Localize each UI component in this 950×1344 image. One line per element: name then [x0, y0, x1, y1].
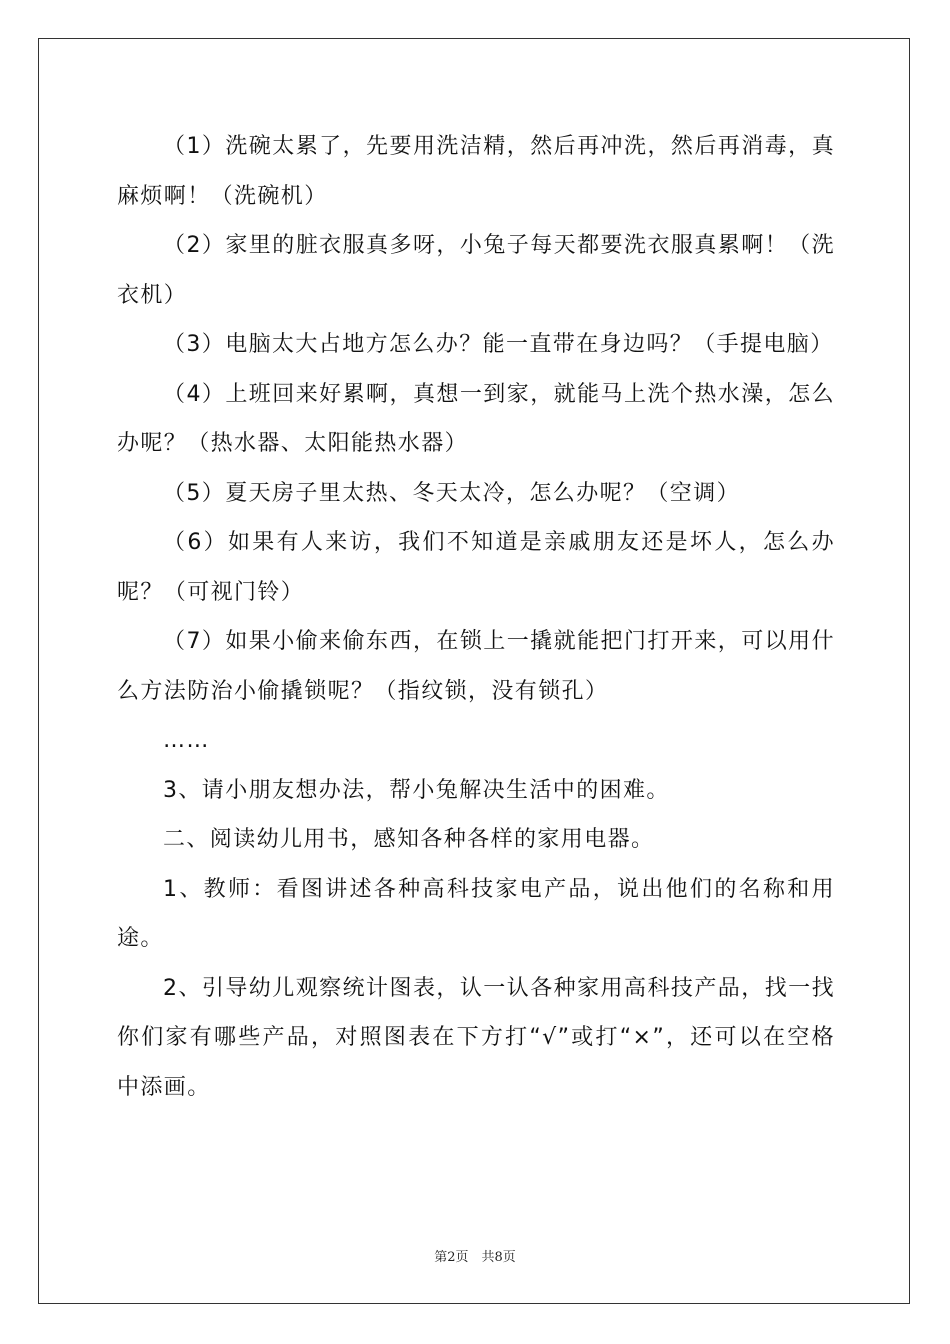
ellipsis-line: …… [163, 728, 210, 753]
paragraph-item-7: （7）如果小偷来偷东西，在锁上一撬就能把门打开来，可以用什么方法防治小偷撬锁呢？（指纹锁，没有锁孔） [117, 629, 835, 704]
paragraph-item-1: （1）洗碗太累了，先要用洗洁精，然后再冲洗，然后再消毒，真麻烦啊！（洗碗机） [117, 134, 835, 209]
section-2-heading: 二、阅读幼儿用书，感知各种各样的家用电器。 [163, 827, 655, 852]
section-2-step-1: 1、教师：看图讲述各种高科技家电产品，说出他们的名称和用途。 [117, 876, 835, 951]
paragraph-item-3: （3）电脑太大占地方怎么办？能一直带在身边吗？（手提电脑） [163, 332, 834, 357]
step-3-paragraph: 3、请小朋友想办法，帮小兔解决生活中的困难。 [163, 777, 670, 803]
page-number-footer: 第2页 共8页 [434, 1250, 516, 1265]
document-body [117, 122, 835, 1112]
paragraph-item-4: （4）上班回来好累啊，真想一到家，就能马上洗个热水澡，怎么办呢？（热水器、太阳能热水器） [117, 381, 835, 456]
paragraph-item-6: （6）如果有人来访，我们不知道是亲戚朋友还是坏人，怎么办呢？（可视门铃） [117, 530, 835, 605]
paragraph-item-5: （5）夏天房子里太热、冬天太冷，怎么办呢？（空调） [163, 480, 740, 506]
paragraph-item-2: （2）家里的脏衣服真多呀，小兔子每天都要洗衣服真累啊！（洗衣机） [117, 233, 835, 308]
section-2-step-2: 2、引导幼儿观察统计图表，认一认各种家用高科技产品，找一找你们家有哪些产品，对照图表在下方打“√”或打“×”，还可以在空格中添画。 [117, 975, 835, 1100]
